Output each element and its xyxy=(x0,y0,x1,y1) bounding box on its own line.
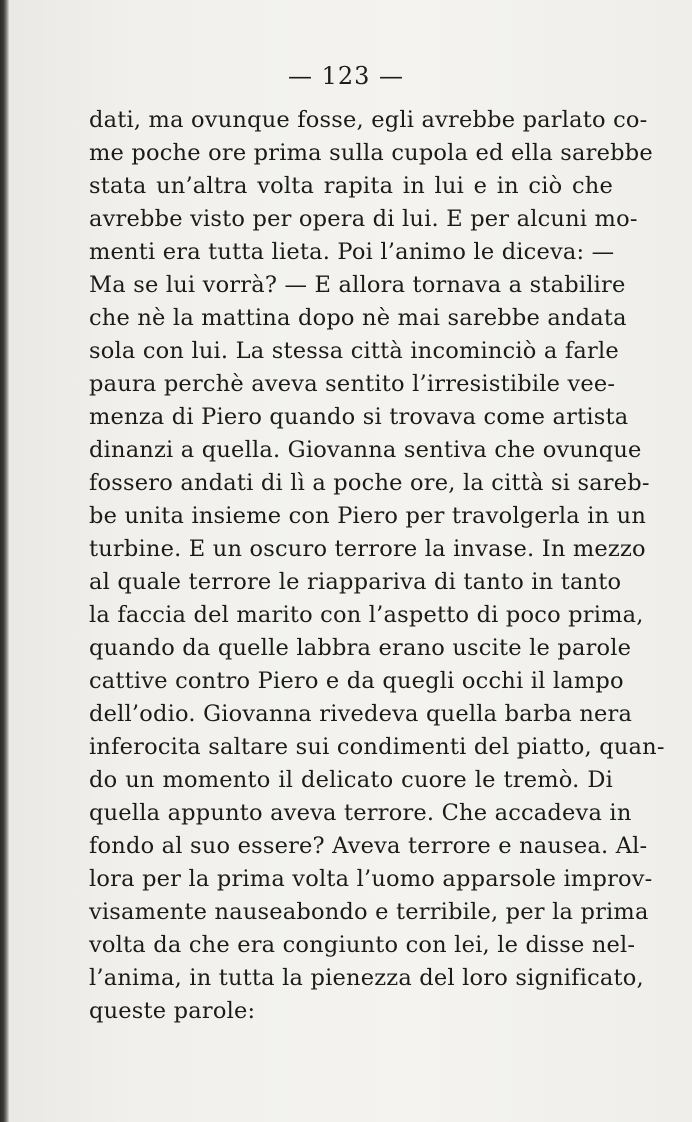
text-line: paura perchè aveva sentito l’irresistibile vee- xyxy=(89,371,616,397)
text-line: turbine. E un oscuro terrore la invase. In mezzo xyxy=(89,536,646,562)
text-line: quando da quelle labbra erano uscite le parole xyxy=(89,635,632,661)
text-line: dinanzi a quella. Giovanna sentiva che ovunque xyxy=(89,437,642,463)
text-line: me poche ore prima sulla cupola ed ella sarebbe xyxy=(89,140,653,166)
text-line: do un momento il delicato cuore le tremò. Di xyxy=(89,767,613,793)
page-number: — 123 — xyxy=(287,62,405,90)
text-line: visamente nauseabondo e terribile, per la prima xyxy=(89,899,649,925)
text-line: inferocita saltare sui condimenti del piatto, quan- xyxy=(89,734,665,760)
text-line: menti era tutta lieta. Poi l’animo le diceva: — xyxy=(89,239,615,265)
text-line: che nè la mattina dopo nè mai sarebbe andata xyxy=(89,305,627,331)
text-line: fossero andati di lì a poche ore, la città si sareb- xyxy=(89,470,650,496)
text-line: la faccia del marito con l’aspetto di poco prima, xyxy=(89,602,644,628)
text-line: dati, ma ovunque fosse, egli avrebbe parlato co- xyxy=(89,107,648,133)
text-line: fondo al suo essere? Aveva terrore e nausea. Al- xyxy=(89,833,648,859)
text-line: l’anima, in tutta la pienezza del loro significato, xyxy=(89,965,644,991)
text-line-last: queste parole: xyxy=(89,998,256,1024)
text-line: dell’odio. Giovanna rivedeva quella barba nera xyxy=(89,701,633,727)
text-line: be unita insieme con Piero per travolgerla in un xyxy=(89,503,647,529)
text-line: menza di Piero quando si trovava come artista xyxy=(89,404,629,430)
page-binding-edge xyxy=(0,0,9,1122)
text-line: al quale terrore le riappariva di tanto in tanto xyxy=(89,569,622,595)
text-line: stata un’altra volta rapita in lui e in ciò che xyxy=(89,173,613,199)
text-line: quella appunto aveva terrore. Che accadeva in xyxy=(89,800,632,826)
body-text xyxy=(89,104,665,1028)
text-line: volta da che era congiunto con lei, le disse nel- xyxy=(89,932,636,958)
text-line: avrebbe visto per opera di lui. E per alcuni mo- xyxy=(89,206,638,232)
text-line: cattive contro Piero e da quegli occhi il lampo xyxy=(89,668,624,694)
text-line: lora per la prima volta l’uomo apparsole improv- xyxy=(89,866,653,892)
text-line: sola con lui. La stessa città incominciò a farle xyxy=(89,338,619,364)
text-line: Ma se lui vorrà? — E allora tornava a stabilire xyxy=(89,272,626,298)
